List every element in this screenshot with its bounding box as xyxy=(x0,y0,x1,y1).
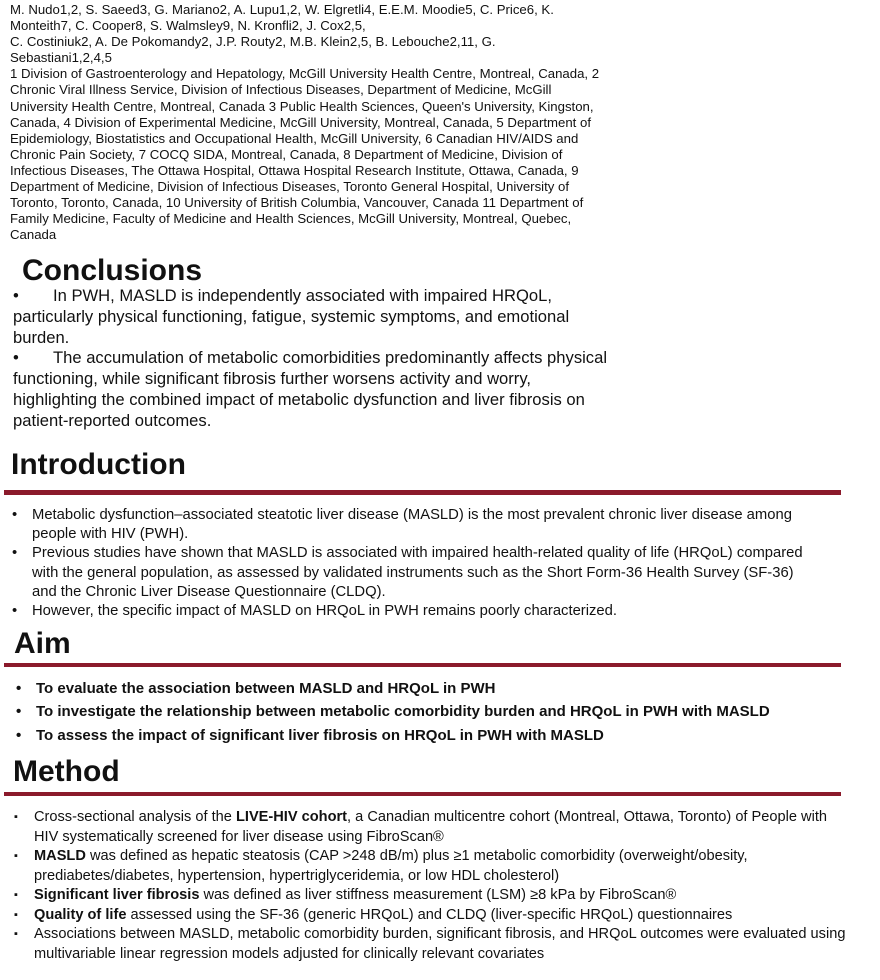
list-item xyxy=(16,677,856,700)
author-line: Monteith7, C. Cooper8, S. Walmsley9, N. Kronfli2, J. Cox2,5, xyxy=(10,18,366,34)
bullet: • xyxy=(16,680,22,697)
list-item-text: Previous studies have shown that MASLD is associated with impaired health-related quality of life (HRQoL) compared with the general population, as assessed by validated instruments such as the Short Form-36 Health Survey (SF-36) and the Chronic Liver Disease Questionnaire (CLDQ). xyxy=(32,545,803,600)
affiliation-line: University Health Centre, Montreal, Canada 3 Public Health Sciences, Queen's University, Kingston, xyxy=(10,98,594,114)
list-item xyxy=(14,847,854,886)
bullet: ▪ xyxy=(14,908,18,921)
affiliation-line: Department of Medicine, Division of Infectious Diseases, Toronto General Hospital, University of xyxy=(10,179,570,195)
conclusions-heading: Conclusions xyxy=(22,254,203,287)
conclusion-item-line xyxy=(13,286,673,307)
author-line: C. Costiniuk2, A. De Pokomandy2, J.P. Routy2, M.B. Klein2,5, B. Lebouche2,11, G. xyxy=(10,34,496,50)
list-item-text: Cross-sectional analysis of the xyxy=(34,809,236,825)
list-item xyxy=(12,602,822,621)
affiliation-line: Toronto, Toronto, Canada, 10 University of British Columbia, Vancouver, Canada 11 Department of xyxy=(10,195,584,211)
conclusion-item-line: functioning, while significant fibrosis further worsens activity and worry, xyxy=(13,369,532,389)
author-line: Sebastiani1,2,4,5 xyxy=(10,50,112,66)
list-item xyxy=(12,506,822,544)
author-line: M. Nudo1,2, S. Saeed3, G. Mariano2, A. Lupu1,2, W. Elgretli4, E.E.M. Moodie5, C. Price6, K. xyxy=(10,2,554,17)
affiliation-line: 1 Division of Gastroenterology and Hepatology, McGill University Health Centre, Montreal, Canada, 2 xyxy=(10,66,600,82)
conclusion-item-line: particularly physical functioning, fatigue, systemic symptoms, and emotional xyxy=(13,306,570,326)
list-item xyxy=(14,886,854,906)
list-item xyxy=(14,808,854,847)
conclusion-item-line: burden. xyxy=(13,327,70,347)
conclusion-item-line: patient-reported outcomes. xyxy=(13,410,212,430)
list-item-emphasis: Significant liver fibrosis xyxy=(34,887,200,903)
conclusion-text: In PWH, MASLD is independently associated with impaired HRQoL, xyxy=(53,286,552,305)
conclusion-item-line xyxy=(13,348,673,369)
affiliation-line: Canada, 4 Division of Experimental Medicine, McGill University, Montreal, Canada, 5 Department of xyxy=(10,114,591,130)
list-item xyxy=(16,700,856,723)
bullet: • xyxy=(12,603,18,620)
section-divider xyxy=(4,792,841,796)
list-item-text: To assess the impact of significant liver fibrosis on HRQoL in PWH with MASLD xyxy=(36,726,604,744)
introduction-list xyxy=(12,506,822,621)
bullet: • xyxy=(13,286,19,305)
affiliation-line: Epidemiology, Biostatistics and Occupational Health, McGill University, 6 Canadian HIV/AIDS and xyxy=(10,130,579,146)
list-item xyxy=(16,724,856,747)
bullet: ▪ xyxy=(14,811,18,823)
list-item-text: was defined as liver stiffness measurement (LSM) ≥8 kPa by FibroScan® xyxy=(199,887,677,903)
conclusion-item-line: highlighting the combined impact of metabolic dysfunction and liver fibrosis on xyxy=(13,389,585,409)
list-item-text: , a Canadian multicentre cohort (Montreal, Ottawa, Toronto) of People with HIV systematically screened for liver disease using FibroScan® xyxy=(34,809,827,845)
list-item-text: Metabolic dysfunction–associated steatotic liver disease (MASLD) is the most prevalent chronic liver disease among people with HIV (PWH). xyxy=(32,507,792,543)
bullet: ▪ xyxy=(14,889,18,901)
list-item xyxy=(14,925,854,964)
author-affiliation-block xyxy=(10,2,650,243)
affiliation-line: Chronic Pain Society, 7 COCQ SIDA, Montreal, Canada, 8 Department of Medicine, Division of xyxy=(10,146,563,162)
list-item-text: assessed using the SF-36 (generic HRQoL) and CLDQ (liver-specific HRQoL) questionnaires xyxy=(126,906,733,923)
list-item xyxy=(12,544,822,602)
section-divider xyxy=(4,490,841,495)
list-item-text: To investigate the relationship between metabolic comorbidity burden and HRQoL in PWH with MASLD xyxy=(36,703,770,721)
introduction-heading: Introduction xyxy=(11,448,186,481)
conclusion-text: The accumulation of metabolic comorbidities predominantly affects physical xyxy=(53,348,608,368)
affiliation-line: Chronic Viral Illness Service, Division of Infectious Diseases, Department of Medicine, McGill xyxy=(10,82,552,98)
list-item-text: To evaluate the association between MASLD and HRQoL in PWH xyxy=(36,680,496,697)
bullet: • xyxy=(12,507,18,523)
bullet: ▪ xyxy=(14,850,18,862)
list-item-text: However, the specific impact of MASLD on HRQoL in PWH remains poorly characterized. xyxy=(32,603,617,620)
list-item-emphasis: LIVE-HIV cohort xyxy=(235,809,348,825)
list-item-emphasis: Quality of life xyxy=(34,906,127,923)
section-divider xyxy=(4,663,841,667)
list-item xyxy=(14,906,854,926)
bullet: • xyxy=(16,726,22,744)
bullet: • xyxy=(16,703,22,721)
affiliation-line: Infectious Diseases, The Ottawa Hospital, Ottawa Hospital Research Institute, Ottawa, Canada, 9 xyxy=(10,162,579,178)
bullet: • xyxy=(13,348,19,368)
list-item-text: was defined as hepatic steatosis (CAP >248 dB/m) plus ≥1 metabolic comorbidity (overweight/obesity, prediabetes/diabetes, hypertension, hypertriglyceridemia, or low HDL cholesterol) xyxy=(34,848,748,884)
bullet: • xyxy=(12,545,18,562)
affiliation-line: Canada xyxy=(10,227,57,243)
method-heading: Method xyxy=(13,755,120,788)
conclusions-list xyxy=(13,286,673,432)
affiliation-line: Family Medicine, Faculty of Medicine and Health Sciences, McGill University, Montreal, Quebec, xyxy=(10,211,572,227)
method-list xyxy=(14,808,854,964)
bullet: ▪ xyxy=(14,928,18,940)
aim-list xyxy=(16,677,856,747)
list-item-emphasis: MASLD xyxy=(34,848,86,864)
aim-heading: Aim xyxy=(14,627,71,660)
list-item-text: Associations between MASLD, metabolic comorbidity burden, significant fibrosis, and HRQoL outcomes were evaluated using multivariable linear regression models adjusted for clinically relevant covariates xyxy=(34,926,846,962)
